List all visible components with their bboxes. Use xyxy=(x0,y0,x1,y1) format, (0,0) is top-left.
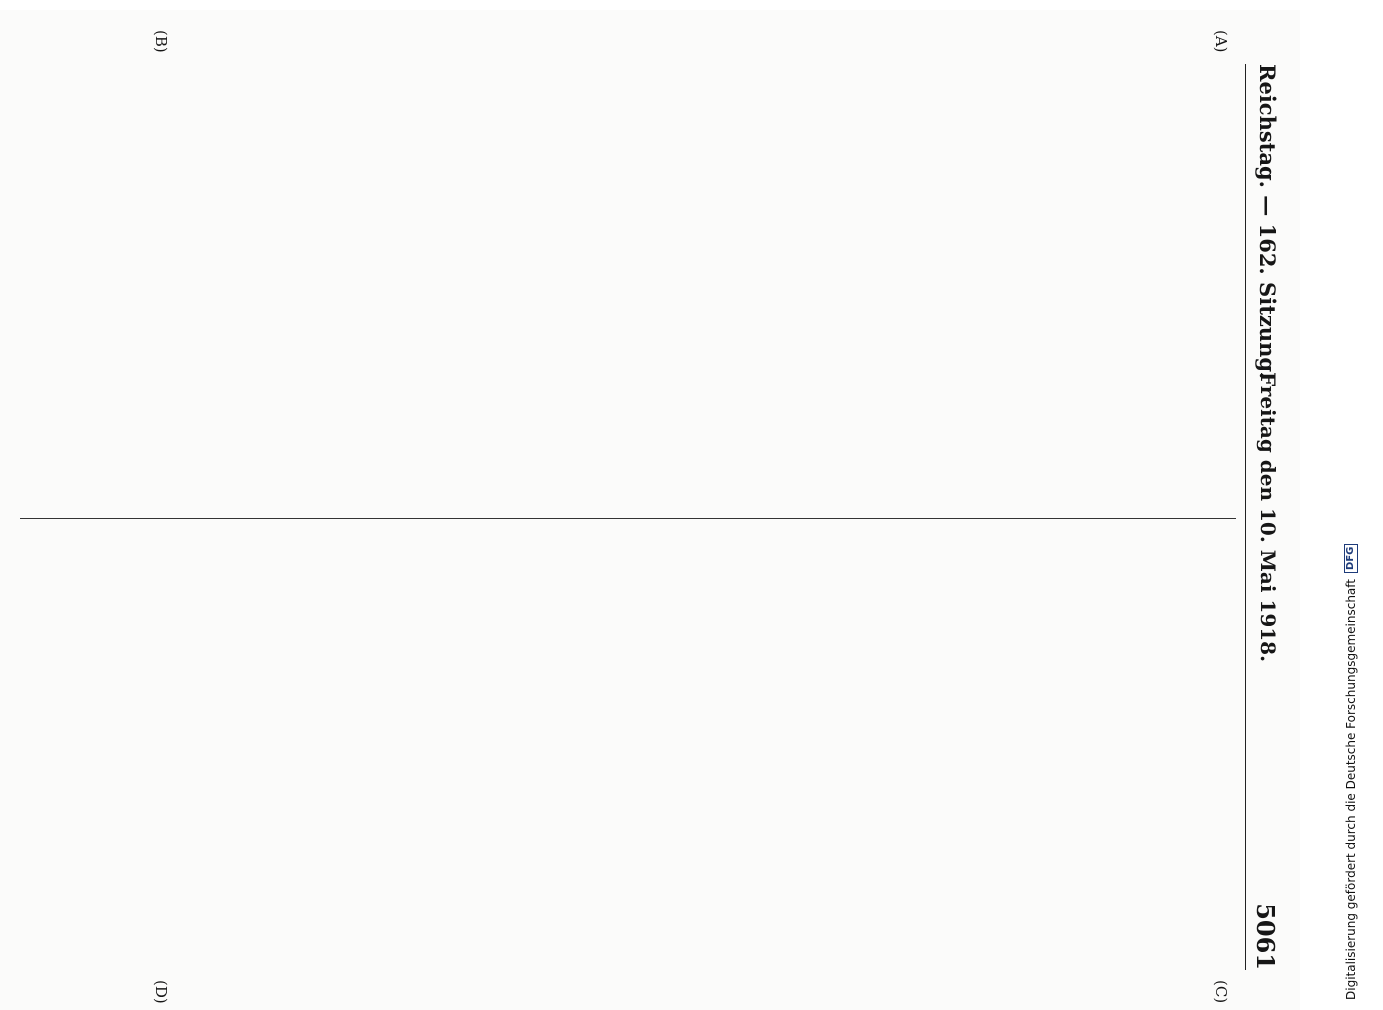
paragraph xyxy=(712,64,812,510)
scanned-page xyxy=(0,10,1300,1010)
paragraph xyxy=(1030,530,1130,976)
digitization-credit xyxy=(1344,440,1358,1000)
header-date: Freitag den 10. Mai 1918. xyxy=(1256,371,1280,663)
credit-text: Digitalisierung gefördert durch die Deutsche Forschungsgemeinschaft xyxy=(1344,578,1358,1000)
margin-marker-b: (B) xyxy=(152,30,170,53)
column-divider xyxy=(20,518,1236,519)
paragraph xyxy=(1030,64,1130,510)
paragraph xyxy=(1136,64,1236,510)
margin-marker-d: (D) xyxy=(152,980,170,1004)
paragraph xyxy=(1136,530,1236,976)
paragraph xyxy=(818,64,918,510)
left-column xyxy=(20,64,1236,510)
header-session: Reichstag. — 162. Sitzung. xyxy=(1255,64,1280,380)
paragraph xyxy=(924,64,1024,510)
margin-marker-c: (C) xyxy=(1212,980,1230,1004)
header-page-number: 5061 xyxy=(1251,903,1280,970)
page-header xyxy=(1245,64,1286,970)
paragraph xyxy=(818,530,918,976)
paragraph xyxy=(924,530,1024,976)
margin-marker-a: (A) xyxy=(1212,30,1230,53)
dfg-logo-icon: DFG xyxy=(1344,544,1358,573)
paragraph xyxy=(712,530,812,976)
right-column xyxy=(20,530,1236,976)
